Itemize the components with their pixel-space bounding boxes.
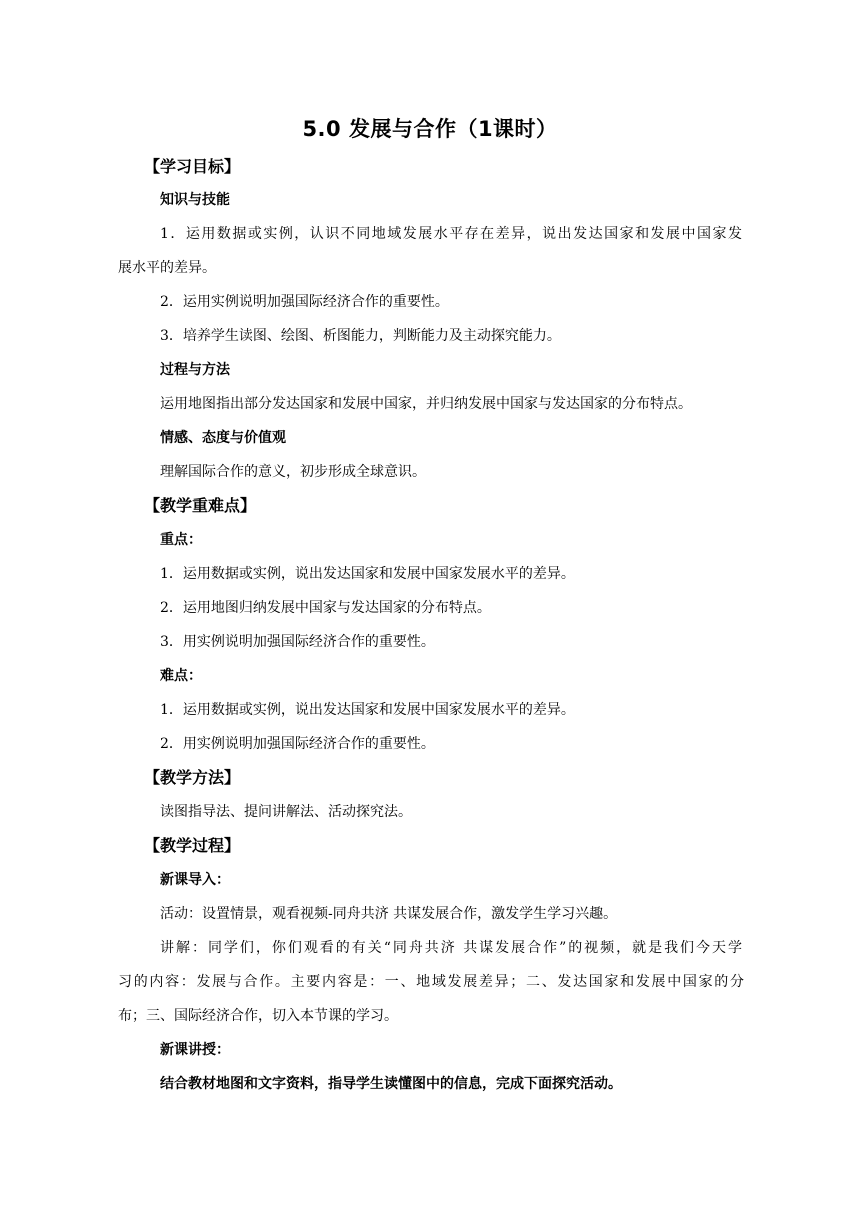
section-key-difficult-points: 【教学重难点】 [144,496,257,515]
subheading-difficult-points: 难点： [160,668,202,684]
section-teaching-methods: 【教学方法】 [144,768,241,787]
subheading-emotion-values: 情感、态度与价值观 [160,430,286,446]
subheading-knowledge-skills: 知识与技能 [160,192,230,208]
paragraph-line: 2．运用实例说明加强国际经济合作的重要性。 [160,294,449,310]
section-teaching-process: 【教学过程】 [144,836,241,855]
list-item: 2．用实例说明加强国际经济合作的重要性。 [160,736,435,752]
subheading-key-points: 重点： [160,532,202,548]
list-item: 3．用实例说明加强国际经济合作的重要性。 [160,634,435,650]
paragraph-line: 读图指导法、提问讲解法、活动探究法。 [160,804,412,820]
subheading-new-lesson: 新课讲授： [160,1042,230,1058]
paragraph-line: 运用地图指出部分发达国家和发展中国家，并归纳发展中国家与发达国家的分布特点。 [160,396,692,412]
paragraph-line: 理解国际合作的意义，初步形成全球意识。 [160,464,426,480]
paragraph-line: 3．培养学生读图、绘图、析图能力，判断能力及主动探究能力。 [160,328,561,344]
document-title: 5.0 发展与合作（1课时） [302,117,558,141]
list-item: 1．运用数据或实例，说出发达国家和发展中国家发展水平的差异。 [160,702,575,718]
subheading-process-method: 过程与方法 [160,362,230,378]
paragraph-line: 习的内容：发展与合作。主要内容是：一、地域发展差异；二、发达国家和发展中国家的分 [118,974,744,990]
paragraph-line: 布；三、国际经济合作，切入本节课的学习。 [118,1008,398,1024]
paragraph-line: 活动：设置情景，观看视频-同舟共济 共谋发展合作，激发学生学习兴趣。 [160,906,618,922]
paragraph-line: 1．运用数据或实例，认识不同地域发展水平存在差异，说出发达国家和发展中国家发 [160,226,742,242]
list-item: 1．运用数据或实例，说出发达国家和发展中国家发展水平的差异。 [160,566,575,582]
paragraph-line: 讲解：同学们，你们观看的有关“同舟共济 共谋发展合作”的视频，就是我们今天学 [160,940,742,956]
paragraph-line-bold: 结合教材地图和文字资料，指导学生读懂图中的信息，完成下面探究活动。 [160,1076,622,1092]
subheading-lesson-intro: 新课导入： [160,872,230,888]
paragraph-line: 展水平的差异。 [118,260,216,276]
list-item: 2．运用地图归纳发展中国家与发达国家的分布特点。 [160,600,491,616]
section-learning-goals: 【学习目标】 [144,157,241,176]
